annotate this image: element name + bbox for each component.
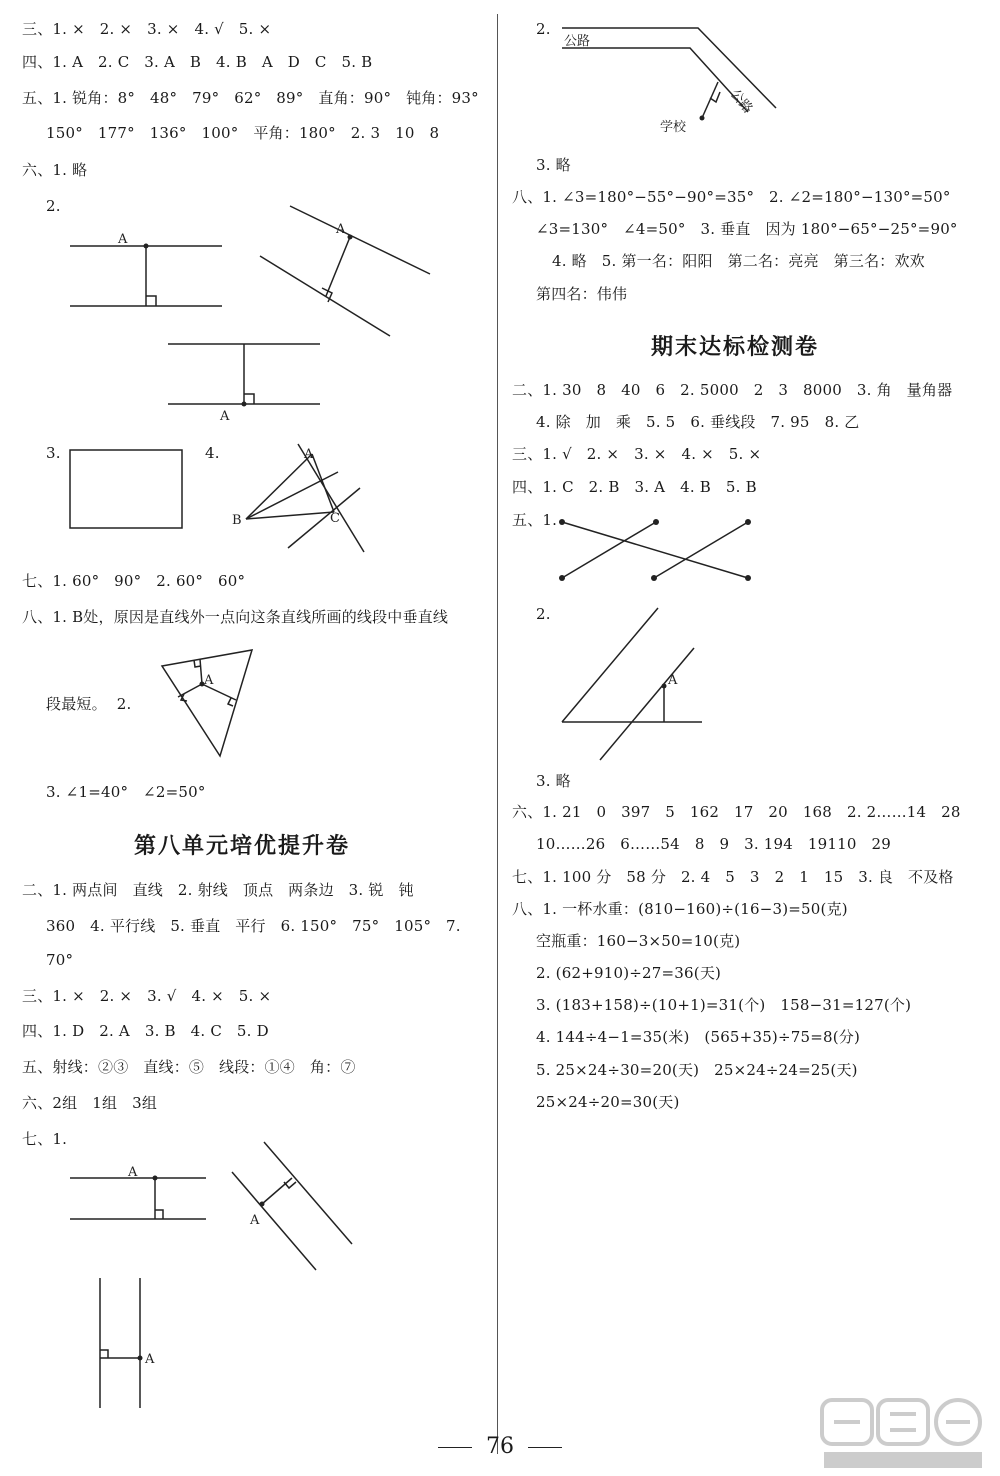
column-divider: [497, 14, 498, 1454]
point-a-label: A: [336, 222, 346, 237]
answer-line: ∠3=130° ∠4=50° 3. 垂直 因为 180°−65°−25°=90°: [536, 220, 958, 238]
road-school-figure: [558, 18, 782, 136]
angle-parallel-figure: [556, 604, 706, 764]
answer-line: 七、1. 60° 90° 2. 60° 60°: [22, 572, 246, 590]
answer-line: 三、1. × 2. × 3. × 4. √ 5. ×: [22, 20, 272, 38]
watermark-logo: [818, 1392, 988, 1472]
point-a-label: A: [220, 409, 230, 424]
point-a-label: A: [118, 232, 128, 247]
question-number: 2.: [536, 20, 551, 38]
answer-line: 4. 除 加 乘 5. 5 6. 垂线段 7. 95 8. 乙: [536, 413, 860, 431]
rectangle-figure: [66, 446, 190, 532]
answer-line: 五、射线：②③ 直线：⑤ 线段：①④ 角：⑦: [22, 1058, 356, 1076]
answer-line: 空瓶重：160−3×50=10(克): [536, 932, 741, 950]
page-number-dash: [528, 1447, 562, 1448]
answer-line: 四、1. A 2. C 3. A B 4. B A D C 5. B: [22, 53, 373, 71]
answer-line: 3. 略: [536, 156, 571, 174]
answer-line: 4. 略 5. 第一名：阳阳 第二名：亮亮 第三名：欢欢: [552, 252, 925, 270]
answer-line: 3. ∠1=40° ∠2=50°: [46, 783, 206, 801]
answer-line: 五、1. 锐角：8° 48° 79° 62° 89° 直角：90° 钝角：93°: [22, 89, 479, 107]
answer-line: 5. 25×24÷30=20(天) 25×24÷24=25(天): [536, 1061, 858, 1079]
answer-line: 150° 177° 136° 100° 平角：180° 2. 3 10 8: [46, 124, 440, 142]
answer-line: 3. 略: [536, 772, 571, 790]
answer-line: 三、1. × 2. × 3. √ 4. × 5. ×: [22, 987, 272, 1005]
question-number: 2.: [46, 197, 61, 215]
question-number: 五、1.: [512, 511, 558, 529]
road-label-2: 公路: [726, 86, 756, 117]
section-title: 第八单元培优提升卷: [134, 833, 351, 859]
point-c-label: C: [330, 511, 340, 526]
page-number: 76: [486, 1434, 514, 1459]
point-a-label: A: [250, 1213, 260, 1228]
perpendicular-figure-set: [60, 196, 440, 426]
answer-line: 第四名：伟伟: [536, 285, 628, 303]
answer-line: 八、1. ∠3=180°−55°−90°=35° 2. ∠2=180°−130°=50°: [512, 188, 951, 206]
school-label: 学校: [660, 120, 687, 135]
answer-line: 段最短。 2.: [46, 695, 132, 713]
triangle-perpendiculars-figure: [158, 644, 258, 762]
answer-line: 八、1. B处，原因是直线外一点向这条直线所画的线段中垂直线: [22, 608, 449, 626]
answer-line: 六、2组 1组 3组: [22, 1094, 158, 1112]
point-a-label: A: [145, 1352, 155, 1367]
answer-line: 2. (62+910)÷27=36(天): [536, 964, 722, 982]
point-a-label: A: [304, 447, 314, 462]
question-number: 4.: [205, 444, 220, 462]
triangle-heights-figure: [228, 440, 368, 558]
answer-line: 二、1. 两点间 直线 2. 射线 顶点 两条边 3. 锐 钝: [22, 881, 414, 899]
answer-line: 360 4. 平行线 5. 垂直 平行 6. 150° 75° 105° 7.: [46, 917, 461, 935]
matching-lines-figure: [556, 514, 760, 588]
parallel-lines-figure-set: [66, 1132, 358, 1422]
answer-line: 六、1. 21 0 397 5 162 17 20 168 2. 2……14 28: [512, 803, 961, 821]
answer-line: 10……26 6……54 8 9 3. 194 19110 29: [536, 835, 892, 853]
answer-line: 四、1. D 2. A 3. B 4. C 5. D: [22, 1022, 269, 1040]
answer-line: 70°: [46, 951, 74, 969]
point-a-label: A: [204, 673, 214, 688]
question-number: 3.: [46, 444, 61, 462]
point-b-label: B: [232, 513, 242, 528]
answer-line: 八、1. 一杯水重：(810−160)÷(16−3)=50(克): [512, 900, 848, 918]
answer-line: 3. (183+158)÷(10+1)=31(个) 158−31=127(个): [536, 996, 912, 1014]
question-number: 七、1.: [22, 1130, 68, 1148]
answer-line: 六、1. 略: [22, 161, 88, 179]
point-a-label: A: [668, 673, 678, 688]
point-a-label: A: [128, 1165, 138, 1180]
answer-line: 25×24÷20=30(天): [536, 1093, 680, 1111]
answer-line: 四、1. C 2. B 3. A 4. B 5. B: [512, 478, 757, 496]
question-number: 2.: [536, 605, 551, 623]
road-label: 公路: [564, 34, 591, 49]
answer-line: 二、1. 30 8 40 6 2. 5000 2 3 8000 3. 角 量角器: [512, 381, 953, 399]
answer-line: 七、1. 100 分 58 分 2. 4 5 3 2 1 15 3. 良 不及格: [512, 868, 954, 886]
section-title: 期末达标检测卷: [651, 334, 820, 360]
answer-line: 三、1. √ 2. × 3. × 4. × 5. ×: [512, 445, 762, 463]
page-number-dash: [438, 1447, 472, 1448]
answer-line: 4. 144÷4−1=35(米) (565+35)÷75=8(分): [536, 1028, 861, 1046]
